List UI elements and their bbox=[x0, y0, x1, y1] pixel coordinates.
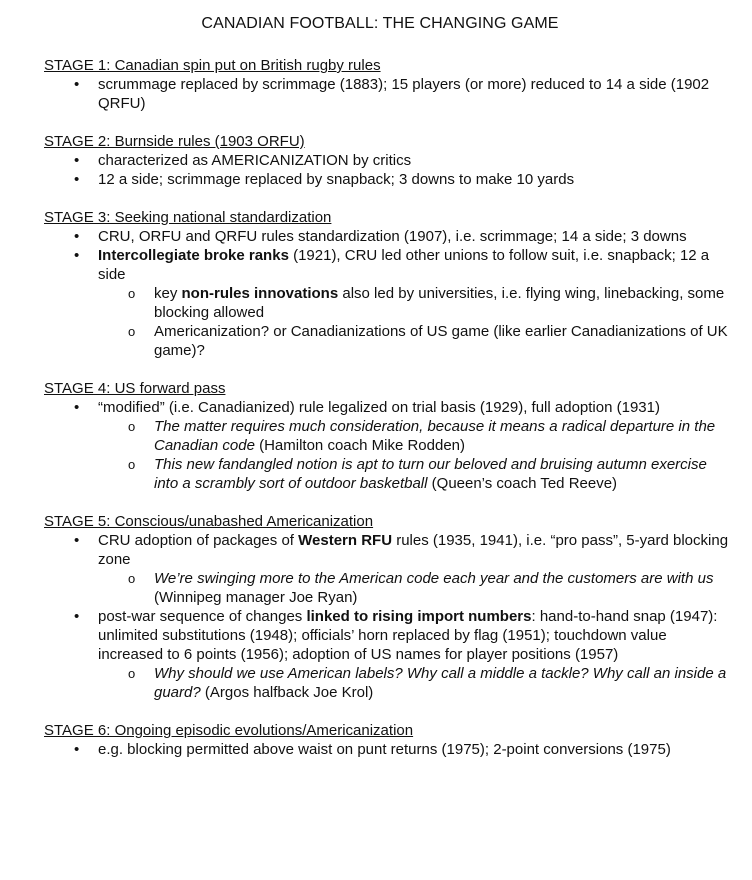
sub-bullet-item bbox=[154, 322, 732, 360]
quote-attribution: (Winnipeg manager Joe Ryan) bbox=[154, 589, 358, 606]
sub-bullet-item bbox=[154, 417, 732, 455]
stage-3 bbox=[44, 208, 732, 360]
bold-phrase: non-rules innovations bbox=[181, 285, 339, 302]
bullet-text: post-war sequence of changes bbox=[98, 608, 307, 625]
bullet-text: (1921), CRU led other unions to follow suit, i.e. snapback; 12 a side bbox=[98, 247, 710, 283]
sub-bullet-text: also led by universities, i.e. flying wing, linebacking, some blocking allowed bbox=[154, 285, 725, 321]
bullet-text: 12 a side; scrimmage replaced by snapback; 3 downs to make 10 yards bbox=[98, 171, 575, 188]
sub-bullet-list bbox=[98, 284, 732, 360]
bold-phrase: linked to rising import numbers bbox=[306, 608, 532, 625]
bullet-item bbox=[98, 531, 732, 607]
bullet-text: CRU adoption of packages of bbox=[98, 532, 299, 549]
bullet-list bbox=[44, 740, 732, 759]
stage-6 bbox=[44, 721, 732, 759]
quote-text: The matter requires much consideration, because it means a radical departure in the Canadian code bbox=[154, 418, 716, 454]
bullet-text: CRU, ORFU and QRFU rules standardization (1907), i.e. scrimmage; 14 a side; 3 downs bbox=[98, 228, 687, 245]
sub-bullet-list bbox=[98, 664, 732, 702]
bullet-text: : hand-to-hand snap (1947): unlimited substitutions (1948); officials’ horn replaced by flag (1951); touchdown value increased to 6 points (1956); adoption of US names for player positions (1957) bbox=[98, 608, 718, 663]
sub-bullet-list bbox=[98, 417, 732, 493]
bullet-list bbox=[44, 398, 732, 493]
stage-5 bbox=[44, 512, 732, 702]
stage-heading: STAGE 2: Burnside rules (1903 ORFU) bbox=[44, 133, 305, 150]
quote-text: Why should we use American labels? Why call a middle a tackle? Why call an inside a guard? bbox=[154, 665, 727, 701]
bullet-text: e.g. blocking permitted above waist on punt returns (1975); 2-point conversions (1975) bbox=[98, 741, 671, 758]
bullet-list bbox=[44, 75, 732, 113]
quote-attribution: (Argos halfback Joe Krol) bbox=[200, 684, 374, 701]
quote-text: We’re swinging more to the American code each year and the customers are with us bbox=[154, 570, 714, 587]
stage-2 bbox=[44, 132, 732, 189]
bullet-item bbox=[98, 151, 732, 170]
stage-1 bbox=[44, 56, 732, 113]
stage-heading: STAGE 1: Canadian spin put on British rugby rules bbox=[44, 57, 381, 74]
bold-phrase: Western RFU bbox=[298, 532, 393, 549]
quote-text: This new fandangled notion is apt to turn our beloved and bruising autumn exercise into a scrambly sort of outdoor basketball bbox=[154, 456, 707, 492]
quote-attribution: (Hamilton coach Mike Rodden) bbox=[254, 437, 466, 454]
quote-attribution: (Queen’s coach Ted Reeve) bbox=[427, 475, 618, 492]
bullet-item bbox=[98, 246, 732, 360]
bullet-item bbox=[98, 170, 732, 189]
bold-phrase: Intercollegiate broke ranks bbox=[98, 247, 289, 264]
sub-bullet-item bbox=[154, 569, 732, 607]
page-title: CANADIAN FOOTBALL: THE CHANGING GAME bbox=[201, 15, 559, 32]
bullet-text: characterized as AMERICANIZATION by critics bbox=[98, 152, 412, 169]
sub-bullet-item bbox=[154, 664, 732, 702]
bullet-list bbox=[44, 227, 732, 360]
sub-bullet-text: Americanization? or Canadianizations of US game (like earlier Canadianizations of UK game)? bbox=[154, 323, 728, 359]
sub-bullet-list bbox=[98, 569, 732, 607]
bullet-text: scrummage replaced by scrimmage (1883); 15 players (or more) reduced to 14 a side (1902 QRFU) bbox=[98, 76, 710, 112]
bullet-item bbox=[98, 740, 732, 759]
bullet-text: rules (1935, 1941), i.e. “pro pass”, 5-yard blocking zone bbox=[98, 532, 729, 568]
stage-heading: STAGE 5: Conscious/unabashed Americanization bbox=[44, 513, 374, 530]
bullet-list bbox=[44, 531, 732, 702]
bullet-item bbox=[98, 398, 732, 493]
stage-heading: STAGE 6: Ongoing episodic evolutions/Americanization bbox=[44, 722, 414, 739]
sub-bullet-text: key bbox=[154, 285, 182, 302]
stage-heading: STAGE 4: US forward pass bbox=[44, 380, 226, 397]
bullet-text: “modified” (i.e. Canadianized) rule legalized on trial basis (1929), full adoption (1931) bbox=[98, 399, 660, 416]
stage-4 bbox=[44, 379, 732, 493]
sub-bullet-item bbox=[154, 455, 732, 493]
stage-heading: STAGE 3: Seeking national standardization bbox=[44, 209, 332, 226]
bullet-item bbox=[98, 607, 732, 702]
bullet-list bbox=[44, 151, 732, 189]
bullet-item bbox=[98, 227, 732, 246]
bullet-item bbox=[98, 75, 732, 113]
sub-bullet-item bbox=[154, 284, 732, 322]
